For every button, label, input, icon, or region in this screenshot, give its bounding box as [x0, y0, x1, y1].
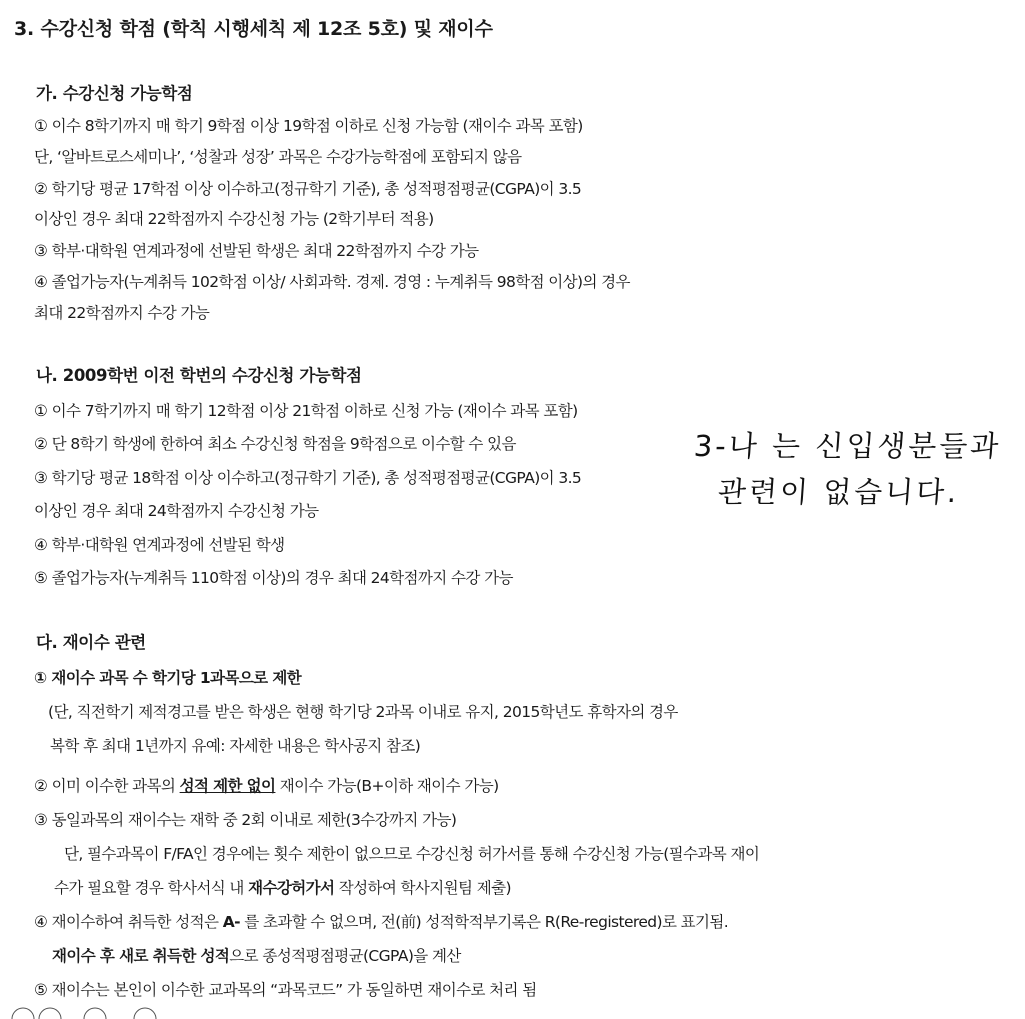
section-ga-line-4: 이상인 경우 최대 22학점까지 수강신청 가능 (2학기부터 적용)	[34, 210, 434, 228]
section-da-heading: 다. 재이수 관련	[36, 633, 146, 652]
line-4-text-before: ② 이미 이수한 과목의	[34, 777, 180, 795]
cropped-circle-3	[84, 1008, 106, 1019]
section-ga-line-3: ② 학기당 평균 17학점 이상 이수하고(정규학기 기준), 총 성적평점평균(CGPA)이 3.5	[34, 180, 582, 198]
section-ga-line-6: ④ 졸업가능자(누계취득 102학점 이상/ 사회과학. 경제. 경영 : 누계취득 98학점 이상)의 경우	[34, 273, 630, 291]
line-7-text-after: 작성하여 학사지원팀 제출)	[334, 879, 511, 897]
cropped-circle-2	[39, 1008, 61, 1019]
line-9-emphasis: 재이수 후 새로 취득한 성적	[52, 947, 230, 965]
handwritten-note-line-1: 3-나 는 신입생분들과	[692, 429, 1003, 463]
handwritten-note-line-2: 관련이 없습니다.	[716, 475, 961, 509]
section-da-line-8	[34, 911, 728, 933]
section-na-line-3: ③ 학기당 평균 18학점 이상 이수하고(정규학기 기준), 총 성적평점평균(CGPA)이 3.5	[34, 469, 582, 487]
cropped-circle-4	[134, 1008, 156, 1019]
line-7-text-before: 수가 필요할 경우 학사서식 내	[54, 879, 249, 897]
section-na-line-6: ⑤ 졸업가능자(누계취득 110학점 이상)의 경우 최대 24학점까지 수강 가능	[34, 569, 513, 587]
line-8-text-after: 를 초과할 수 없으며, 전(前) 성적학적부기록은 R(Re-registered)로 표기됨.	[239, 913, 729, 931]
cropped-circle-1	[12, 1008, 34, 1019]
section-da-line-1: ① 재이수 과목 수 학기당 1과목으로 제한	[34, 669, 302, 687]
line-8-text-before: ④ 재이수하여 취득한 성적은	[34, 913, 223, 931]
line-4-emphasis: 성적 제한 없이	[179, 777, 276, 795]
cropped-bottom-marks	[0, 1006, 1025, 1019]
section-da-line-4	[34, 775, 499, 797]
section-da-line-3: 복학 후 최대 1년까지 유예: 자세한 내용은 학사공지 참조)	[50, 737, 421, 755]
section-na-line-4: 이상인 경우 최대 24학점까지 수강신청 가능	[34, 502, 319, 520]
line-7-emphasis: 재수강허가서	[248, 879, 335, 897]
section-da-line-5: ③ 동일과목의 재이수는 재학 중 2회 이내로 제한(3수강까지 가능)	[34, 811, 457, 829]
section-na-heading: 나. 2009학번 이전 학번의 수강신청 가능학점	[36, 366, 362, 385]
section-na-line-1: ① 이수 7학기까지 매 학기 12학점 이상 21학점 이하로 신청 가능 (재이수 과목 포함)	[34, 402, 578, 420]
line-4-text-after: 재이수 가능(B+이하 재이수 가능)	[275, 777, 499, 795]
section-da-line-2: (단, 직전학기 제적경고를 받은 학생은 현행 학기당 2과목 이내로 유지, 2015학년도 휴학자의 경우	[48, 703, 678, 721]
section-ga-line-2: 단, ‘알바트로스세미나’, ‘성찰과 성장’ 과목은 수강가능학점에 포함되지 않음	[34, 148, 522, 166]
section-ga-line-1: ① 이수 8학기까지 매 학기 9학점 이상 19학점 이하로 신청 가능함 (재이수 과목 포함)	[34, 117, 583, 135]
section-da-line-6: 단, 필수과목이 F/FA인 경우에는 횟수 제한이 없으므로 수강신청 허가서를 통해 수강신청 가능(필수과목 재이	[64, 845, 760, 863]
section-da-line-10: ⑤ 재이수는 본인이 이수한 교과목의 “과목코드” 가 동일하면 재이수로 처리 됨	[34, 981, 537, 999]
section-na-line-5: ④ 학부·대학원 연계과정에 선발된 학생	[34, 536, 285, 554]
section-na-line-2: ② 단 8학기 학생에 한하여 최소 수강신청 학점을 9학점으로 이수할 수 있음	[34, 435, 516, 453]
section-ga-line-7: 최대 22학점까지 수강 가능	[34, 304, 210, 322]
line-9-text-after: 으로 종성적평점평균(CGPA)을 계산	[229, 947, 461, 965]
section-ga-line-5: ③ 학부·대학원 연계과정에 선발된 학생은 최대 22학점까지 수강 가능	[34, 242, 479, 260]
section-da-line-9	[52, 945, 461, 967]
page-title: 3. 수강신청 학점 (학칙 시행세칙 제 12조 5호) 및 재이수	[14, 18, 493, 40]
section-da-line-7	[54, 877, 511, 899]
line-8-emphasis: A-	[222, 913, 240, 931]
section-ga-heading: 가. 수강신청 가능학점	[36, 84, 193, 103]
